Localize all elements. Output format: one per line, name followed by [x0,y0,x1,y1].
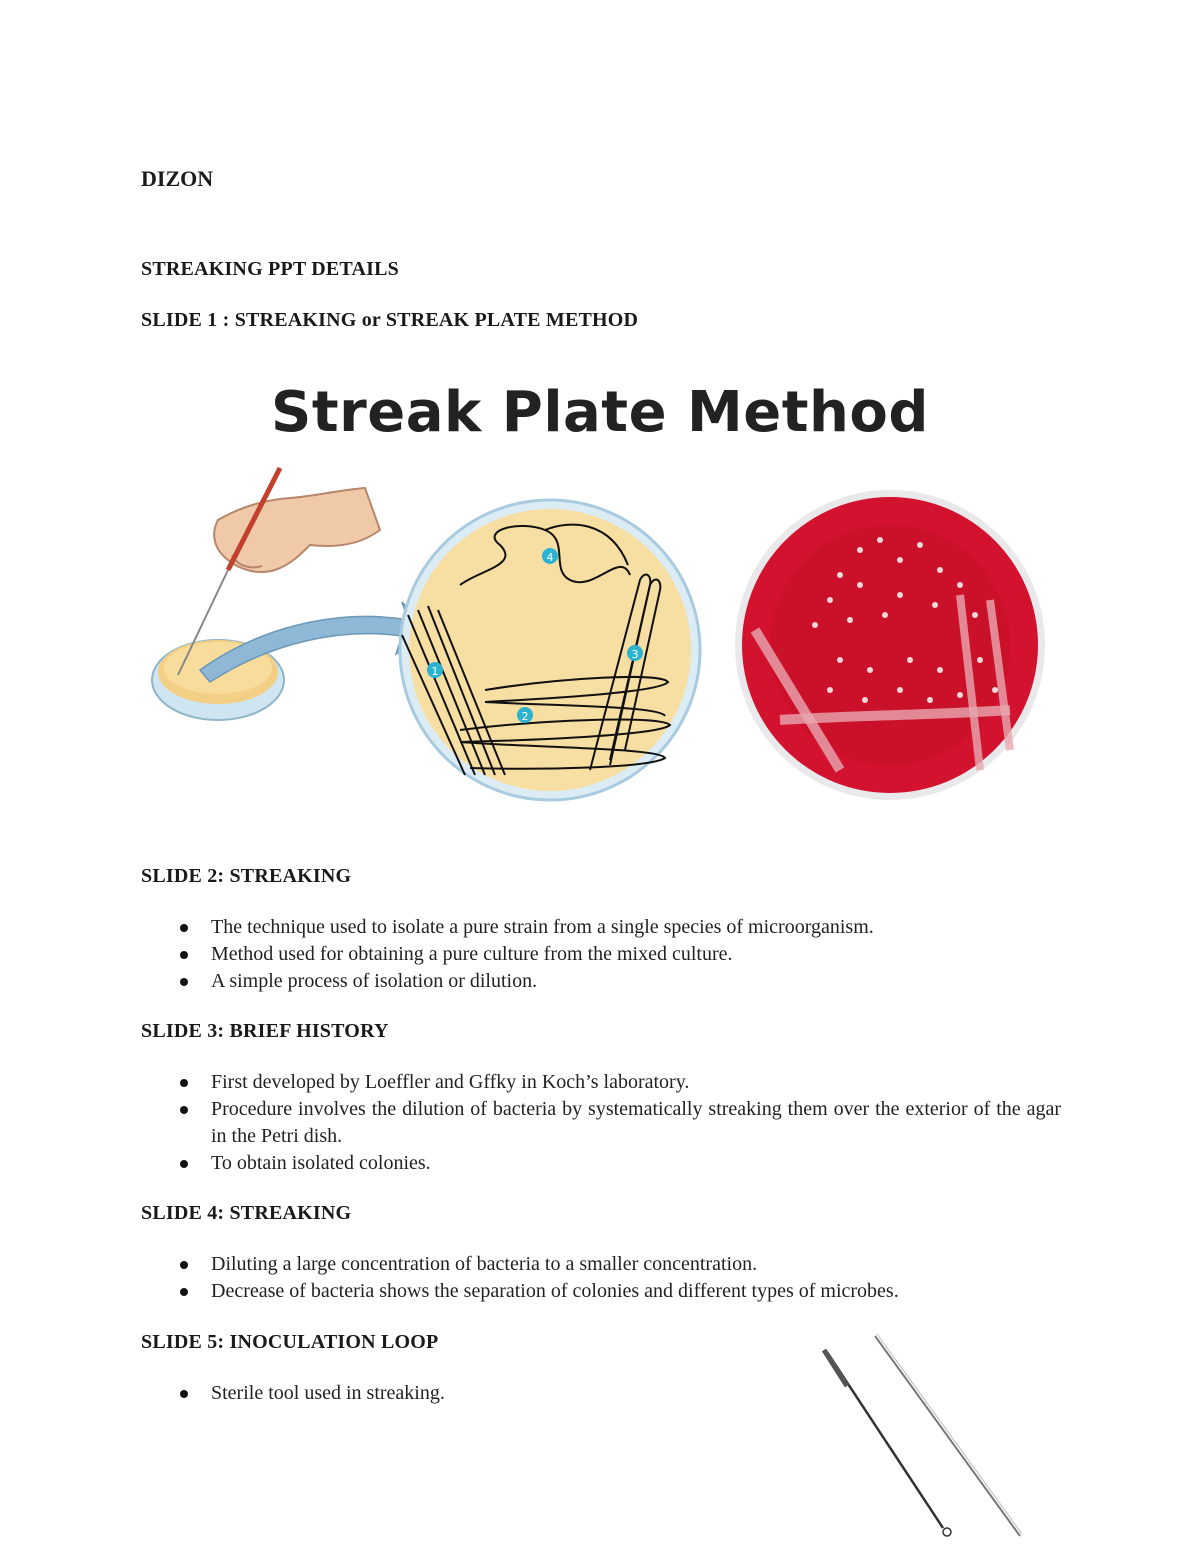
author-name: DIZON [141,166,214,191]
list-item: The technique used to isolate a pure strain from a single species of microorganism. [141,914,1061,941]
zone-marker-2: 2 [521,710,529,723]
slide2-heading: SLIDE 2: STREAKING [141,865,352,887]
slide5-heading: SLIDE 5: INOCULATION LOOP [141,1331,439,1353]
list-item: Procedure involves the dilution of bacteria by systematically streaking them over the exterior of the agar in the Petri dish. [141,1096,1061,1150]
inoculation-loop-icon [824,1350,951,1536]
slide2-bullet-list [141,914,1061,995]
slide3-bullet-list [141,1069,1061,1177]
streak-plate-illustration [140,370,1060,830]
figure-title: Streak Plate Method [271,380,929,445]
slide3-heading: SLIDE 3: BRIEF HISTORY [141,1020,389,1042]
inoculation-loop-illustration [815,1330,1035,1545]
zone-marker-1: 1 [431,665,439,678]
list-item: First developed by Loeffler and Gffky in Koch’s laboratory. [141,1069,1061,1096]
list-item: Diluting a large concentration of bacteria to a smaller concentration. [141,1251,1061,1278]
streak-diagram-dish [400,500,700,800]
streak-plate-figure [140,370,1060,830]
list-item: To obtain isolated colonies. [141,1150,1061,1177]
slide1-heading: SLIDE 1 : STREAKING or STREAK PLATE METHOD [141,309,639,331]
hand-icon [214,488,380,572]
list-item: Sterile tool used in streaking. [141,1380,781,1407]
blood-agar-plate [735,490,1045,800]
document-title: STREAKING PPT DETAILS [141,258,399,280]
zone-marker-4: 4 [546,551,554,564]
zone-marker-3: 3 [631,648,639,661]
list-item: Method used for obtaining a pure culture from the mixed culture. [141,941,1061,968]
list-item: Decrease of bacteria shows the separation of colonies and different types of microbes. [141,1278,1061,1305]
slide4-bullet-list [141,1251,1061,1305]
slide5-bullet-list [141,1380,781,1407]
inoculation-needle-icon [875,1334,1022,1536]
slide4-heading: SLIDE 4: STREAKING [141,1202,352,1224]
list-item: A simple process of isolation or dilution. [141,968,1061,995]
